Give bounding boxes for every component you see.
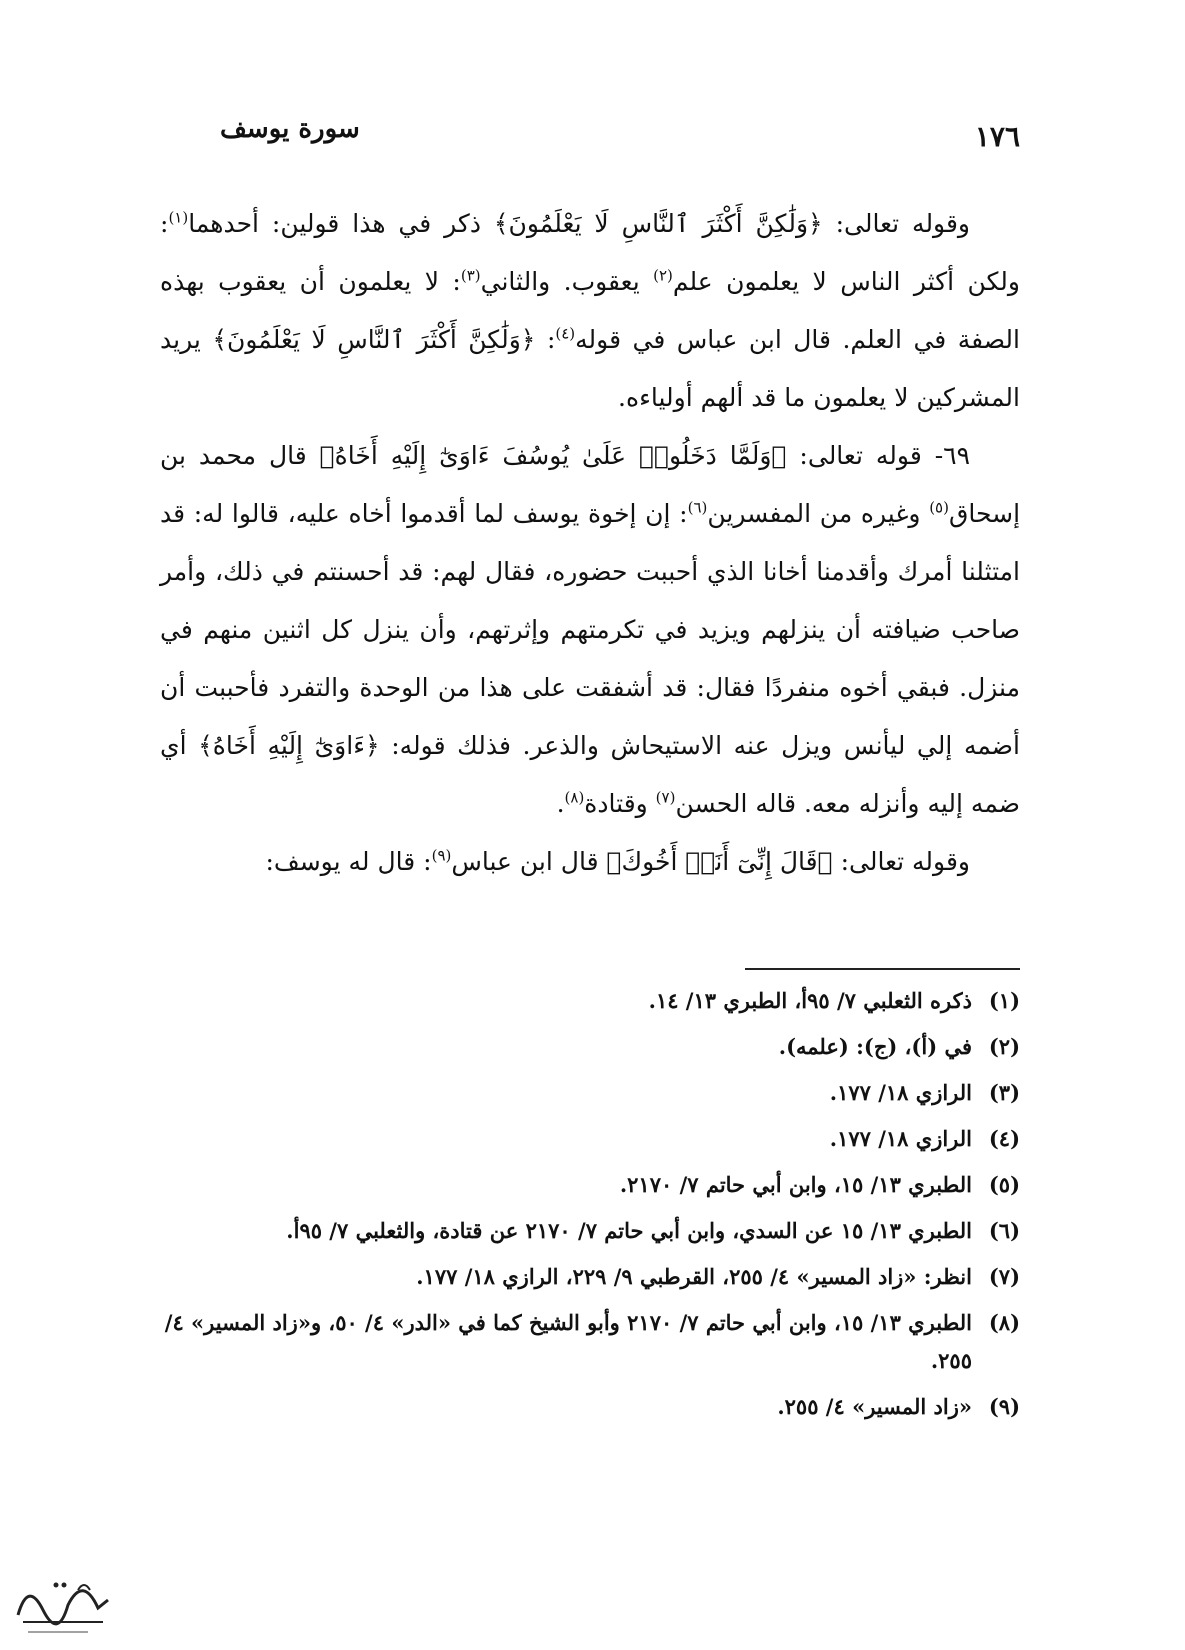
footnote-item bbox=[160, 1120, 1020, 1158]
footnote-ref: (٨) bbox=[564, 788, 585, 807]
body-text-run: : ولكن أكثر الناس لا يعلمون علم bbox=[160, 209, 1020, 296]
footnote-number: (٧) bbox=[988, 1264, 1020, 1289]
footnote-number: (٥) bbox=[988, 1172, 1020, 1197]
body-paragraph bbox=[160, 833, 1020, 891]
footnote-item bbox=[160, 1388, 1020, 1426]
footnote-text: الطبري ١٣/ ١٥، وابن أبي حاتم ٧/ ٢١٧٠ وأبو الشيخ كما في «الدر» ٤/ ٥٠، و«زاد المسير» ٤/ ٢٥٥. bbox=[164, 1310, 972, 1373]
footnote-number: (٣) bbox=[988, 1080, 1020, 1105]
footnote-text: الرازي ١٨/ ١٧٧. bbox=[829, 1080, 972, 1105]
page-header bbox=[200, 100, 1020, 153]
footnote-item bbox=[160, 982, 1020, 1020]
footnote-ref: (٢) bbox=[653, 266, 673, 285]
footnote-item bbox=[160, 1074, 1020, 1112]
footnote-text: في (أ)، (ج): (علمه). bbox=[778, 1034, 972, 1059]
footnotes bbox=[160, 982, 1020, 1434]
body-text-run: يريد المشركين لا يعلمون ما قد ألهم أولياءه. bbox=[160, 325, 1020, 412]
body-paragraph bbox=[160, 195, 1020, 427]
footnote-text: الرازي ١٨/ ١٧٧. bbox=[829, 1126, 972, 1151]
footnote-ref: (٦) bbox=[687, 498, 708, 517]
library-stamp-logo bbox=[8, 1560, 118, 1640]
footnote-ref: (١) bbox=[168, 208, 189, 227]
body-text-run: ٦٩- قوله تعالى: bbox=[786, 441, 971, 470]
footnote-number: (١) bbox=[988, 988, 1020, 1013]
page-number: ١٧٦ bbox=[974, 120, 1020, 153]
body-text-run: قال محمد بن إسحاق bbox=[160, 441, 1021, 528]
quran-verse: ﴿وَلَمَّا دَخَلُوا۟ عَلَىٰ يُوسُفَ ءَاوَىٰٓ إِلَيْهِ أَخَاهُ﴾ bbox=[319, 441, 787, 470]
quran-verse: ﴿وَلَٰكِنَّ أَكْثَرَ ٱلنَّاسِ لَا يَعْلَمُونَ﴾ bbox=[212, 325, 536, 354]
main-text bbox=[160, 195, 1020, 891]
body-text-run: أي ضمه إليه وأنزله معه. قاله الحسن bbox=[160, 731, 1020, 818]
body-text-run: : إن إخوة يوسف لما أقدموا أخاه عليه، قالوا له: قد امتثلنا أمرك وأقدمنا أخانا الذي أحببت حضوره، فقال لهم: قد أحسنتم في ذلك، وأمر صاحب ضيافته أن ينزلهم ويزيد في تكرمتهم وإثرتهم، وأن ينزل كل اثنين منهم في منزل. فبقي أخوه منفردًا فقال: قد أشفقت على هذا من الوحدة والتفرد فأحببت أن أضمه إلي ليأنس ويزل عنه الاستيحاش والذعر. فذلك قوله: bbox=[160, 499, 1020, 760]
footnote-number: (٤) bbox=[988, 1126, 1020, 1151]
body-text-run: . bbox=[556, 789, 565, 818]
body-text-run: ذكر في هذا قولين: أحدهما bbox=[188, 209, 494, 238]
footnote-number: (٦) bbox=[988, 1218, 1020, 1243]
footnote-item bbox=[160, 1304, 1020, 1380]
footnote-ref: (٩) bbox=[431, 846, 452, 865]
footnote-number: (٨) bbox=[988, 1310, 1020, 1335]
footnote-item bbox=[160, 1028, 1020, 1066]
body-paragraph bbox=[160, 427, 1020, 833]
footnote-ref: (٣) bbox=[460, 266, 481, 285]
footnote-item bbox=[160, 1166, 1020, 1204]
footnote-text: انظر: «زاد المسير» ٤/ ٢٥٥، القرطبي ٩/ ٢٢٩، الرازي ١٨/ ١٧٧. bbox=[416, 1264, 972, 1289]
running-title: سورة يوسف bbox=[220, 114, 360, 144]
quran-verse: ﴿ءَاوَىٰٓ إِلَيْهِ أَخَاهُ﴾ bbox=[198, 731, 380, 760]
footnote-text: ذكره الثعلبي ٧/ ٩٥أ، الطبري ١٣/ ١٤. bbox=[648, 988, 972, 1013]
footnote-ref: (٥) bbox=[929, 498, 949, 517]
body-text-run: : لا يعلمون أن يعقوب بهذه الصفة في العلم. قال ابن عباس في قوله bbox=[160, 267, 1020, 354]
footnote-ref: (٧) bbox=[655, 788, 676, 807]
quran-verse: ﴿وَلَٰكِنَّ أَكْثَرَ ٱلنَّاسِ لَا يَعْلَمُونَ﴾ bbox=[493, 209, 823, 238]
body-text-run: : قال له يوسف: bbox=[265, 847, 432, 876]
footnote-text: الطبري ١٣/ ١٥، وابن أبي حاتم ٧/ ٢١٧٠. bbox=[619, 1172, 972, 1197]
footnote-text: الطبري ١٣/ ١٥ عن السدي، وابن أبي حاتم ٧/ ٢١٧٠ عن قتادة، والثعلبي ٧/ ٩٥أ. bbox=[286, 1218, 972, 1243]
body-text-run: قال ابن عباس bbox=[451, 847, 607, 876]
footnote-item bbox=[160, 1258, 1020, 1296]
footnote-text: «زاد المسير» ٤/ ٢٥٥. bbox=[777, 1394, 972, 1419]
body-text-run: : bbox=[535, 325, 556, 354]
body-text-run: وقوله تعالى: bbox=[822, 209, 970, 238]
body-text-run: وقوله تعالى: bbox=[832, 847, 970, 876]
footnote-ref: (٤) bbox=[555, 324, 576, 343]
body-text-run: يعقوب. والثاني bbox=[480, 267, 654, 296]
quran-verse: ﴿قَالَ إِنِّىٓ أَنَا۠ أَخُوكَ﴾ bbox=[606, 847, 833, 876]
body-text-run: وغيره من المفسرين bbox=[707, 499, 930, 528]
footnote-separator bbox=[745, 968, 1020, 970]
footnote-number: (٩) bbox=[988, 1394, 1020, 1419]
footnote-item bbox=[160, 1212, 1020, 1250]
footnote-number: (٢) bbox=[988, 1034, 1020, 1059]
body-text-run: وقتادة bbox=[584, 789, 656, 818]
